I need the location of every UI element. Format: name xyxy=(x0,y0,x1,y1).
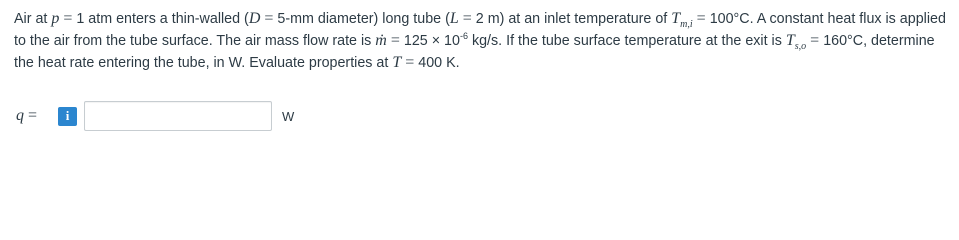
equals-sign: = xyxy=(24,107,38,124)
var-t-inlet: T xyxy=(671,10,681,27)
var-p: p xyxy=(51,10,60,27)
var-q: q xyxy=(16,107,24,124)
var-mdot: ṁ xyxy=(375,32,387,50)
equals-sign: = xyxy=(401,54,419,72)
var-t-props: T xyxy=(392,54,402,72)
problem-text: 125 × 10 xyxy=(403,33,460,50)
equals-sign: = xyxy=(458,10,476,27)
problem-text: Air at xyxy=(14,11,52,27)
problem-text: kg/s. If the tube surface temperature at the exit is xyxy=(467,33,786,50)
equals-sign: = xyxy=(260,10,278,27)
problem-text: 400 K. xyxy=(418,55,460,72)
exponent: -6 xyxy=(459,31,468,42)
problem-text: 1 atm enters a thin-walled ( xyxy=(76,11,249,27)
var-l: L xyxy=(449,10,459,27)
info-icon[interactable] xyxy=(58,107,77,126)
problem-statement xyxy=(14,8,949,75)
equals-sign: = xyxy=(806,32,824,50)
subscript-s-o: s,o xyxy=(794,41,807,53)
info-glyph: i xyxy=(65,108,70,123)
equals-sign: = xyxy=(59,10,77,27)
answer-input[interactable] xyxy=(84,101,272,131)
problem-text: 2 m) at an inlet temperature of xyxy=(475,11,672,27)
unit-label: W xyxy=(282,108,295,124)
equals-sign: = xyxy=(386,32,404,50)
equals-sign: = xyxy=(692,10,710,27)
problem-text: 160°C, determine the heat rate entering the tube, in W. Evaluate properties at xyxy=(14,33,935,72)
var-t-surface: T xyxy=(785,32,795,50)
problem-text: 5-mm diameter) long tube ( xyxy=(277,11,450,27)
problem-text: 100°C. A constant heat flux is applied to the air from the tube surface. The air mass flow rate is xyxy=(14,11,946,50)
answer-label xyxy=(16,107,58,125)
answer-row xyxy=(16,99,294,133)
var-d: D xyxy=(248,10,261,27)
subscript-m-i: m,i xyxy=(680,18,693,30)
